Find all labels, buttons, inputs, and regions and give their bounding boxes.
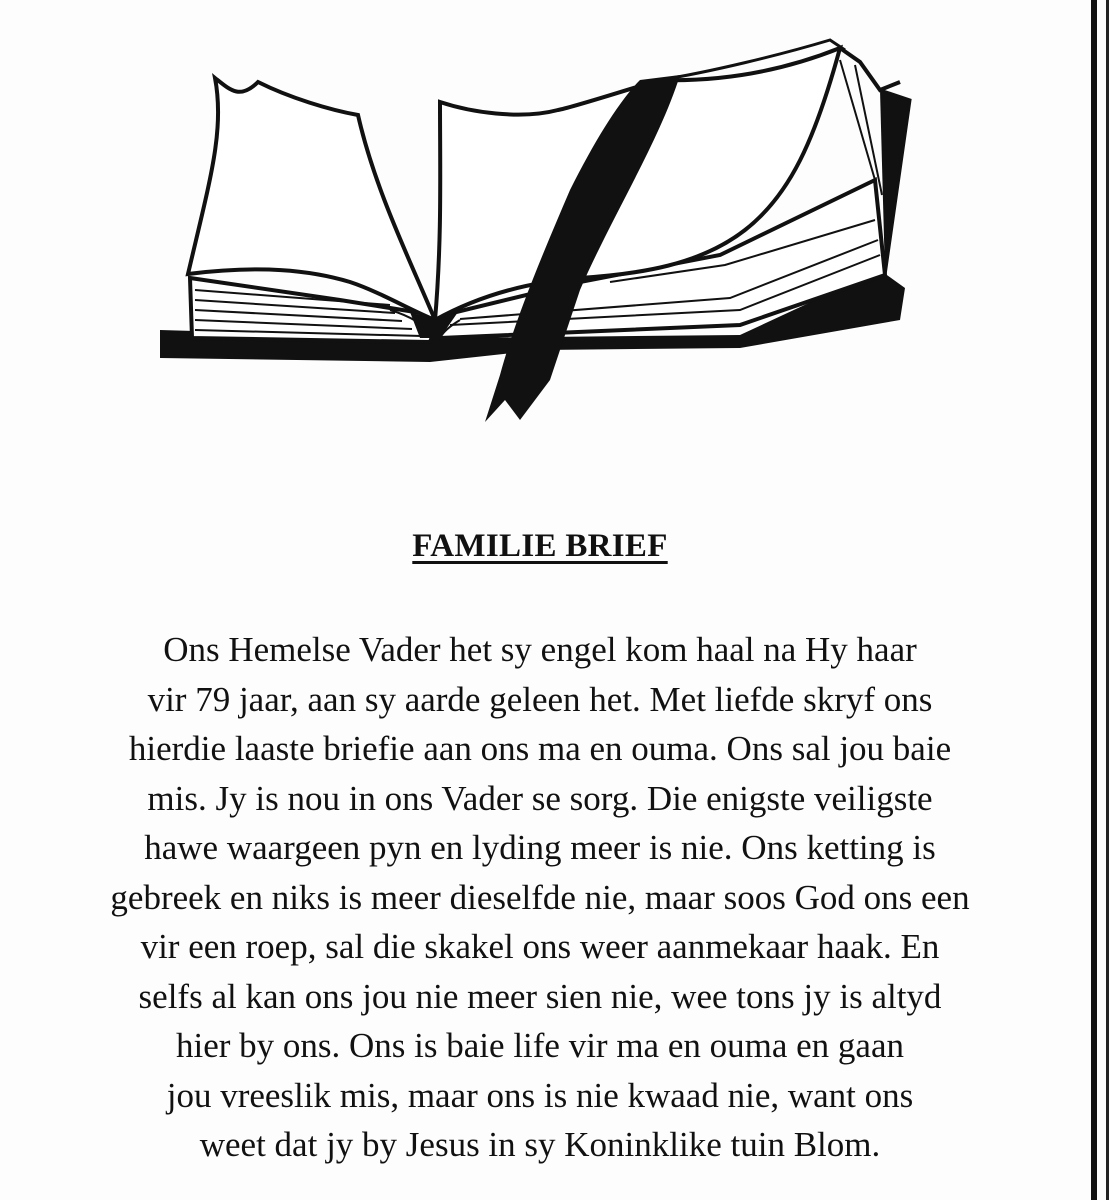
letter-line: mis. Jy is nou in ons Vader se sorg. Die enigste veiligste (147, 778, 933, 818)
letter-line: vir 79 jaar, aan sy aarde geleen het. Met liefde skryf ons (147, 679, 933, 719)
open-bible-with-bookmark-icon (140, 20, 920, 440)
letter-title: FAMILIE BRIEF (412, 528, 668, 564)
letter-body (0, 625, 1080, 1170)
letter-line: jou vreeslik mis, maar ons is nie kwaad nie, want ons (166, 1075, 914, 1115)
page-border-right (1091, 0, 1097, 1200)
letter-line: hierdie laaste briefie aan ons ma en ouma. Ons sal jou baie (128, 729, 952, 768)
letter-line: weet dat jy by Jesus in sy Koninklike tuin Blom. (199, 1125, 881, 1164)
letter-line: gebreek en niks is meer dieselfde nie, maar soos God ons een (110, 877, 970, 917)
letter-line: hawe waargeen pyn en lyding meer is nie. Ons ketting is (144, 828, 936, 867)
letter-line: Ons Hemelse Vader het sy engel kom haal na Hy haar (163, 630, 917, 669)
letter-line: vir een roep, sal die skakel ons weer aanmekaar haak. En (140, 927, 940, 966)
letter-line: selfs al kan ons jou nie meer sien nie, wee tons jy is altyd (138, 976, 942, 1016)
letter-line: hier by ons. Ons is baie life vir ma en ouma en gaan (176, 1026, 904, 1065)
